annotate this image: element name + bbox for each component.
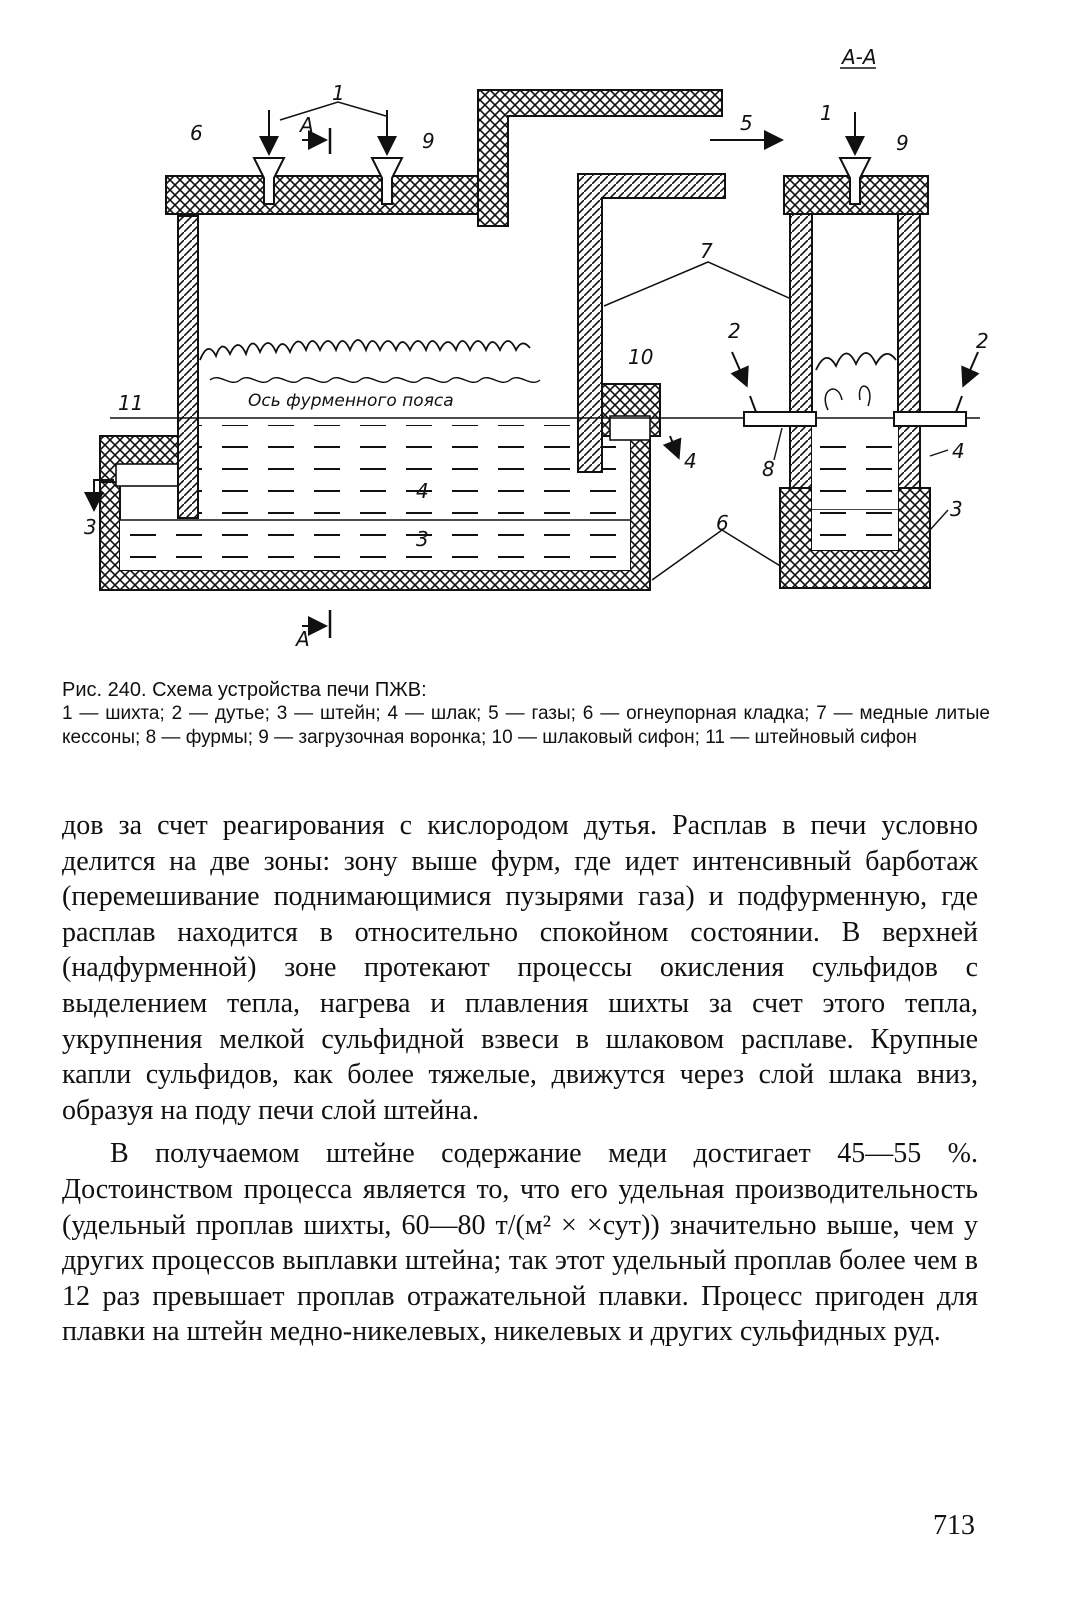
paragraph-1: дов за счет реагирования с кислородом дутья. Расплав в печи условно делится на две зоны: зону выше фурм, где идет интенсивный барботаж (перемешивание поднимающимися пузырями газа) и подфурменную, где расплав находится в относительно спокойном состоянии. В верхней (надфурменной) зоне протекают процессы окисления сульфидов с выделением тепла, нагрева и плавления шихты за счет этого тепла, укрупнения мелкой сульфидной взвеси в шлаковом расплаве. Крупные капли сульфидов, как более тяжелые, движутся через слой шлака вниз, образуя на поду печи слой штейна. (62, 810, 978, 1126)
tuyere-right (894, 412, 966, 426)
caption-title: Рис. 240. Схема устройства печи ПЖВ: (62, 679, 427, 701)
label-3-left: 3 (84, 515, 97, 539)
paragraph-2: В получаемом штейне содержание меди достигает 45—55 %. Достоинством процесса является то, что его удельная производительность (удельный проплав шихты, 60—80 т/(м² × ×сут)) значительно выше, чем у других процессов выплавки штейна; так этот удельный проплав более чем в 12 раз превышает проплав отражательной плавки. Процесс пригоден для плавки на штейн медно-никелевых, никелевых и других сульфидных руд. (62, 1138, 978, 1348)
label-1-main: 1 (332, 81, 345, 105)
label-9-main: 9 (422, 129, 435, 153)
caisson-left-wall (178, 216, 198, 518)
section-left-wall (790, 214, 812, 490)
slag-layer (198, 425, 630, 520)
label-1-section: 1 (820, 101, 833, 125)
label-3-center: 3 (416, 527, 429, 551)
furnace-diagram (80, 40, 1000, 660)
label-8: 8 (762, 457, 775, 481)
page-number: 713 (933, 1510, 975, 1541)
axis-label: Ось фурменного пояса (248, 391, 454, 411)
matte-layer (120, 520, 630, 570)
label-2-right: 2 (976, 329, 989, 353)
figure-caption (62, 678, 990, 750)
body-text (62, 808, 978, 1350)
label-6-top: 6 (190, 121, 203, 145)
label-4-out: 4 (684, 449, 697, 473)
label-6-bottom: 6 (716, 511, 729, 535)
furnace-roof (166, 176, 492, 214)
label-4-center: 4 (416, 479, 429, 503)
section-label: А-А (842, 45, 877, 69)
label-9-section: 9 (896, 131, 909, 155)
caption-body: 1 — шихта; 2 — дутье; 3 — штейн; 4 — шлак; 5 — газы; 6 — огнеупорная кладка; 7 — медные литые кессоны; 8 — фурмы; 9 — загрузочная воронка; 10 — шлаковый сифон; 11 — штейновый сифон (62, 703, 990, 748)
label-10: 10 (628, 345, 654, 369)
section-mark-bottom: А (296, 627, 310, 651)
label-2-left: 2 (728, 319, 741, 343)
section-slag (812, 426, 898, 510)
section-right-wall (898, 214, 920, 490)
label-3-section: 3 (950, 497, 963, 521)
section-matte (812, 510, 898, 550)
tuyere-left (744, 412, 816, 426)
section-mark-top: А (300, 113, 314, 137)
label-4-section: 4 (952, 439, 965, 463)
label-7: 7 (700, 239, 713, 263)
label-11: 11 (118, 391, 144, 415)
charge-bed (200, 340, 530, 360)
label-5: 5 (740, 111, 753, 135)
